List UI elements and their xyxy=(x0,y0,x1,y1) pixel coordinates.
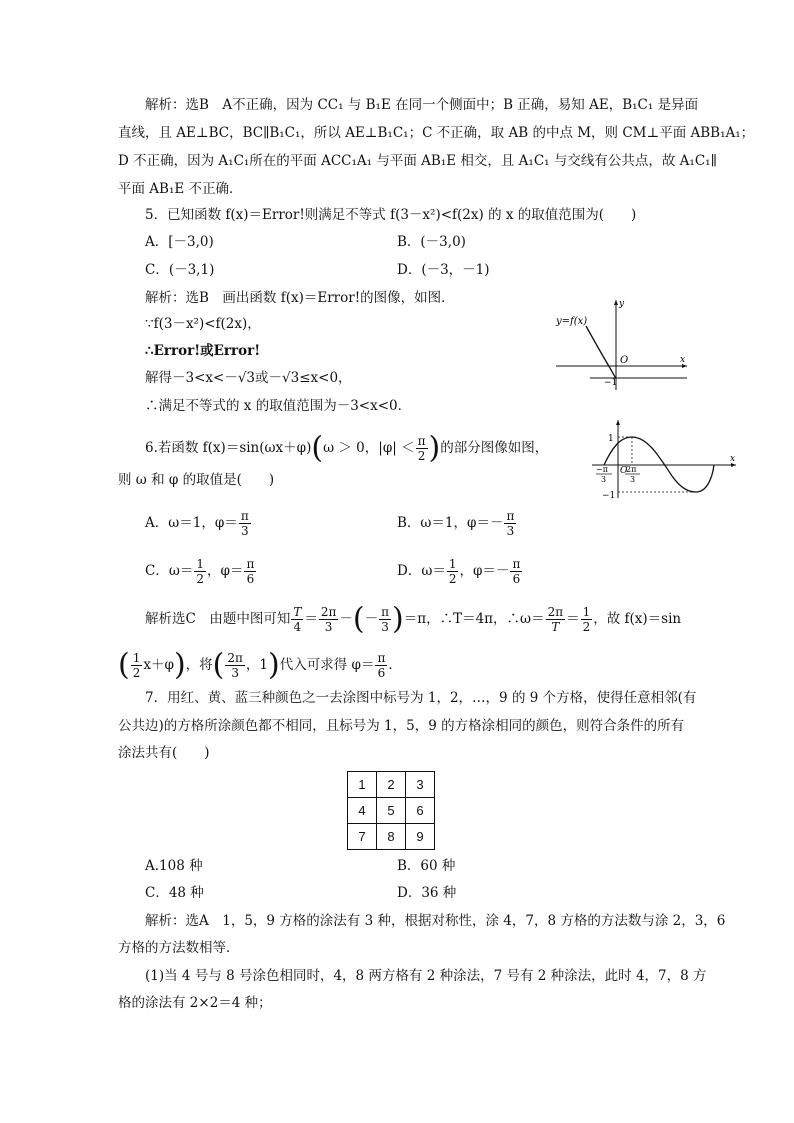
q6-x-label: x xyxy=(730,454,736,464)
q6-solution-line1: 解析选C 由题中图可知 $\frac{T}{4}$ ＝ $\frac{2\pi}{3}$ －(－ $\frac{\pi}{3}$ )＝π，∴T＝4π，∴ω＝ $\frac{2\pi}{T}$ ＝ $\frac{1}{2}$ ，故 f(x)＝sin xyxy=(145,601,682,637)
q6-option-a: A．ω＝1，φ＝ $\frac{\pi}{3}$ xyxy=(145,509,249,538)
grid-cell: 6 xyxy=(406,798,435,824)
q5-origin-label: O xyxy=(620,355,629,366)
q5-solution-line3: ∴Error!或Error! xyxy=(145,343,261,359)
q6-sine-graph xyxy=(590,418,740,503)
q6-stem-line1: 6.若函数 f(x)＝sin(ωx＋φ)(ω ＞ 0，|φ| ＜ $\frac{\pi}{2}$ )的部分图像如图， xyxy=(145,430,549,466)
q4-solution-line1: 解析：选B A不正确，因为 CC₁ 与 B₁E 在同一个侧面中；B 正确，易知 AE，B₁C₁ 是异面 xyxy=(145,97,699,113)
q5-x-label: x xyxy=(680,355,686,365)
q7-number-grid xyxy=(347,771,435,850)
grid-cell: 4 xyxy=(348,798,377,824)
q6-stem-func: 6.若函数 f(x)＝sin(ωx＋φ) xyxy=(145,440,312,456)
q6-y-bot: −1 xyxy=(602,491,616,501)
q5-solution-line1: 解析：选B 画出函数 f(x)＝Error!的图像，如图． xyxy=(145,290,455,306)
q6-origin: O xyxy=(620,466,628,476)
q7-option-d: D．36 种 xyxy=(397,885,457,901)
q6-neg-pi: −π xyxy=(596,465,608,474)
q6-y-top: 1 xyxy=(608,434,614,444)
q6-stem-line2: 则 ω 和 φ 的取值是( ) xyxy=(118,472,275,488)
grid-cell: 1 xyxy=(348,772,377,798)
q6-stem-condition: ω ＞ 0，|φ| ＜ xyxy=(323,440,415,456)
q7-stem-line2: 公共边)的方格所涂颜色都不相同，且标号为 1，5，9 的方格涂相同的颜色，则符合条件的所有 xyxy=(118,718,685,734)
grid-cell: 5 xyxy=(377,798,406,824)
q5-y-label: y xyxy=(619,299,625,309)
q6-option-d: D．ω＝ $\frac{1}{2}$ ，φ＝－ $\frac{\pi}{6}$ xyxy=(397,557,521,586)
q5-stem: 5．已知函数 f(x)＝Error!则满足不等式 f(3－x²)<f(2x) 的 x 的取值范围为( ) xyxy=(145,207,637,223)
q5-solution-line2: ∵f(3－x²)<f(2x)， xyxy=(145,316,261,332)
q6-option-b: B．ω＝1，φ＝－ $\frac{\pi}{3}$ xyxy=(397,509,515,538)
grid-cell: 9 xyxy=(406,824,435,850)
q5-option-b: B．(－3,0) xyxy=(397,234,466,250)
grid-cell: 2 xyxy=(377,772,406,798)
q5-solution-line4: 解得－3<x<－√3或－√3≤x<0， xyxy=(145,370,352,386)
q7-option-a: A.108 种 xyxy=(145,858,203,874)
q7-solution-line3: (1)当 4 号与 8 号涂色相同时，4，8 两方格有 2 种涂法，7 号有 2 种涂法，此时 4，7，8 方 xyxy=(145,968,707,984)
q6-stem-tail: 的部分图像如图， xyxy=(440,440,549,456)
grid-row xyxy=(348,798,435,824)
grid-cell: 8 xyxy=(377,824,406,850)
q4-solution-line3: D 不正确，因为 A₁C₁所在的平面 ACC₁A₁ 与平面 AB₁E 相交，且 A₁C₁ 与交线有公共点，故 A₁C₁∥ xyxy=(118,153,717,169)
q5-tick-neg1: −1 xyxy=(604,378,618,388)
q7-stem-line3: 涂法共有( ) xyxy=(118,745,210,761)
q7-solution-line2: 方格的方法数相等． xyxy=(118,940,240,956)
q7-stem-line1: 7．用红、黄、蓝三种颜色之一去涂图中标号为 1，2，…，9 的 9 个方格，使得任意相邻(有 xyxy=(145,690,697,706)
grid-cell: 3 xyxy=(406,772,435,798)
grid-row xyxy=(348,772,435,798)
q7-solution-line4: 格的涂法有 2×2＝4 种； xyxy=(118,995,272,1011)
q4-solution-line2: 直线，且 AE⊥BC，BC∥B₁C₁，所以 AE⊥B₁C₁；C 不正确，取 AB 的中点 M，则 CM⊥平面 ABB₁A₁； xyxy=(118,125,755,141)
q5-option-c: C．(－3,1) xyxy=(145,262,215,278)
q5-curve-label: y=f(x) xyxy=(556,316,588,327)
q6-neg-den: 3 xyxy=(601,475,607,484)
q6-option-c: C．ω＝ $\frac{1}{2}$ ，φ＝ $\frac{\pi}{6}$ xyxy=(145,557,255,586)
q4-solution-line4: 平面 AB₁E 不正确． xyxy=(118,181,243,197)
q5-function-graph xyxy=(552,296,702,396)
q7-solution-line1: 解析：选A 1，5，9 方格的涂法有 3 种，根据对称性，涂 4，7，8 方格的方法数与涂 2，3，6 xyxy=(145,913,726,929)
q5-solution-line5: ∴满足不等式的 x 的取值范围为－3<x<0． xyxy=(145,398,412,414)
grid-cell: 7 xyxy=(348,824,377,850)
q5-option-a: A．[－3,0) xyxy=(145,234,214,250)
q6-solution-line2: ( $\frac{1}{2}$ x＋φ)，将( $\frac{2\pi}{3}$ ，1)代入可求得 φ＝ $\frac{\pi}{6}$ ． xyxy=(118,647,402,683)
q5-option-d: D．(－3，－1) xyxy=(397,262,490,278)
q6-pos-den: 3 xyxy=(630,475,636,484)
q7-option-c: C．48 种 xyxy=(145,885,204,901)
grid-row xyxy=(348,824,435,850)
q6-pi-over-2: $\frac{\pi}{2}$ xyxy=(417,434,426,463)
q6-pos-num: 2π xyxy=(626,465,637,474)
q7-option-b: B．60 种 xyxy=(397,858,456,874)
